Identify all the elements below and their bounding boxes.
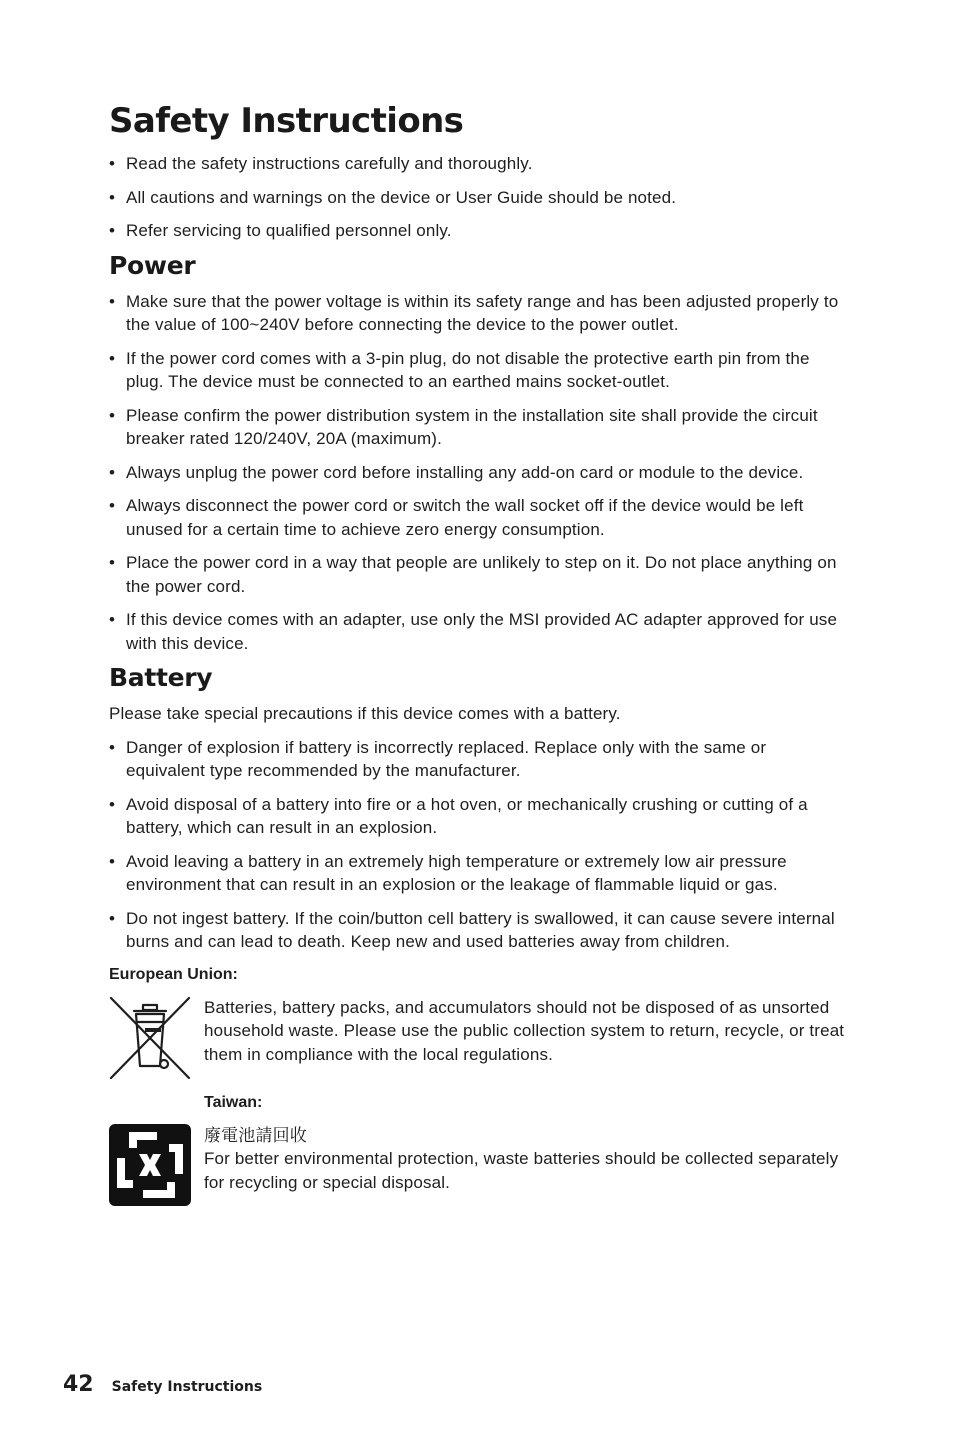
battery-item: • Do not ingest battery. If the coin/button cell battery is swallowed, it can cause severe internal burns and can lead to death. Keep new and used batteries away from children. — [109, 907, 849, 954]
battery-list — [109, 736, 849, 954]
page-footer — [63, 1372, 262, 1397]
power-list — [109, 290, 849, 656]
eu-label: European Union: — [109, 965, 238, 983]
power-item: • If the power cord comes with a 3-pin plug, do not disable the protective earth pin from the plug. The device must be connected to an earthed mains socket-outlet. — [109, 347, 849, 394]
taiwan-chinese-text: 廢電池請回收 — [204, 1125, 307, 1145]
intro-item: • Read the safety instructions carefully and thoroughly. — [109, 152, 849, 176]
power-item: • Make sure that the power voltage is within its safety range and has been adjusted properly to the value of 100~240V before connecting the device to the power outlet. — [109, 290, 849, 337]
power-item: • Please confirm the power distribution system in the installation site shall provide the circuit breaker rated 120/240V, 20A (maximum). — [109, 404, 849, 451]
battery-item: • Avoid leaving a battery in an extremely high temperature or extremely low air pressure environment that can result in an explosion or the leakage of flammable liquid or gas. — [109, 850, 849, 897]
crossed-out-wheeled-bin-icon — [109, 996, 191, 1080]
page-number: 42 — [63, 1372, 94, 1397]
taiwan-recycling-icon — [109, 1124, 191, 1208]
intro-item: • Refer servicing to qualified personnel only. — [109, 219, 849, 243]
taiwan-text: For better environmental protection, waste batteries should be collected separately for recycling or special disposal. — [204, 1149, 839, 1192]
eu-notice — [109, 996, 849, 1078]
eu-text: Batteries, battery packs, and accumulators should not be disposed of as unsorted household waste. Please use the public collection system to return, recycle, or treat them in compliance with the local regulations. — [204, 997, 845, 1064]
page-content — [109, 96, 849, 1194]
intro-item: • All cautions and warnings on the device or User Guide should be noted. — [109, 186, 849, 210]
battery-heading: Battery — [109, 663, 213, 692]
battery-item: • Danger of explosion if battery is incorrectly replaced. Replace only with the same or equivalent type recommended by the manufacturer. — [109, 736, 849, 783]
power-item: • Place the power cord in a way that people are unlikely to step on it. Do not place anything on the power cord. — [109, 551, 849, 598]
power-heading: Power — [109, 250, 196, 280]
power-item: • Always disconnect the power cord or switch the wall socket off if the device would be left unused for a certain time to achieve zero energy consumption. — [109, 494, 849, 541]
footer-section-title: Safety Instructions — [111, 1379, 263, 1395]
battery-intro: Please take special precautions if this device comes with a battery. — [109, 704, 621, 723]
power-item: • Always unplug the power cord before installing any add-on card or module to the device. — [109, 461, 849, 485]
taiwan-notice — [109, 1092, 849, 1195]
taiwan-label: Taiwan: — [204, 1093, 263, 1111]
battery-item: • Avoid disposal of a battery into fire or a hot oven, or mechanically crushing or cutting of a battery, which can result in an explosion. — [109, 793, 849, 840]
page-title: Safety Instructions — [109, 101, 464, 141]
power-item: • If this device comes with an adapter, use only the MSI provided AC adapter approved for use with this device. — [109, 608, 849, 655]
intro-list — [109, 152, 849, 243]
